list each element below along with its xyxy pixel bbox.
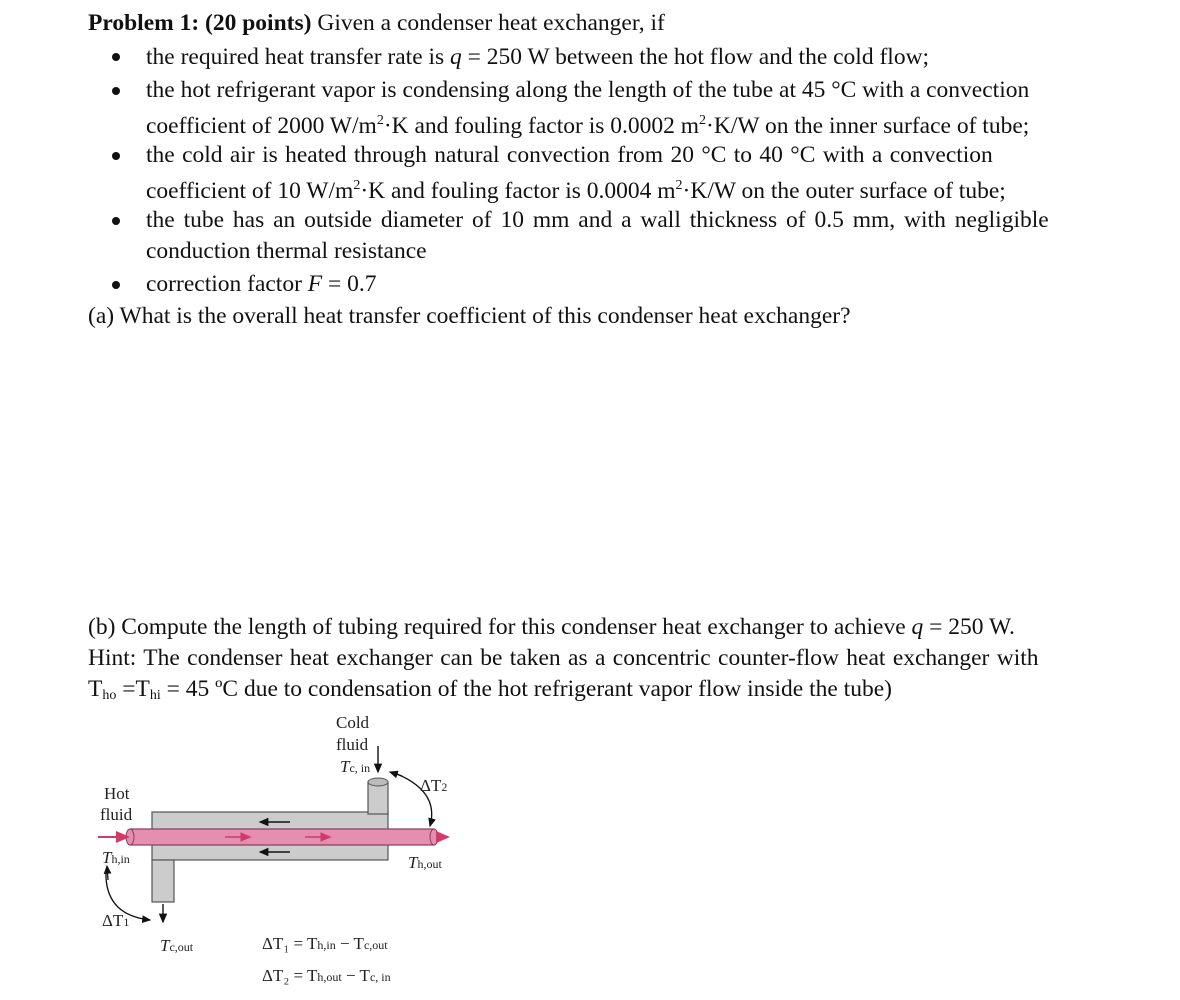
equation-dt2 [262, 966, 391, 986]
inner-tube [130, 829, 434, 845]
hint-line-1: Hint: The condenser heat exchanger can be taken as a concentric counter-flow heat exchanger with [88, 645, 1039, 671]
b3-sup2: 2 [675, 178, 683, 193]
bullet-dot [112, 281, 120, 289]
b2-sup1: 2 [376, 113, 384, 128]
dt1-text: ΔT [102, 911, 124, 930]
eq2-s1: h,out [317, 970, 342, 984]
bullet-dot [112, 87, 120, 95]
eq2-a: ΔT₂ = T [262, 966, 318, 985]
dt2-text: ΔT [420, 776, 442, 795]
b5-var: F [307, 271, 323, 297]
bullet-dot [112, 217, 120, 225]
b3-b: ·K and fouling factor is 0.0004 m [360, 178, 676, 204]
bullet-1-pre: the required heat transfer rate is [146, 44, 451, 70]
cold-fluid-label-2: fluid [336, 735, 369, 754]
problem-title-bold: Problem 1: (20 points) [88, 10, 312, 36]
dt2-sub: 2 [441, 780, 448, 794]
t-h-out-T: T [408, 853, 418, 872]
problem-title [88, 8, 665, 38]
b3-c: ·K/W on the outer surface of tube; [682, 178, 1006, 204]
t-c-in-label [340, 757, 370, 777]
t-c-out-sub: c,out [169, 940, 194, 954]
bullet-dot [112, 152, 120, 160]
t-h-in-T: T [102, 848, 112, 867]
hint-T: T [88, 676, 103, 702]
t-h-in-sub: h,in [111, 852, 130, 866]
hint-ho: ho [102, 688, 117, 703]
dt1-sub: 1 [123, 915, 130, 929]
bullet-3-line-2 [146, 171, 1006, 206]
qb-var: q [911, 614, 924, 640]
b3-a: coefficient of 10 W/m [146, 178, 354, 204]
t-h-out-sub: h,out [417, 857, 442, 871]
b2-sup2: 2 [699, 113, 707, 128]
eq2-m: − T [341, 966, 370, 985]
delta-t1-label [102, 911, 129, 931]
hot-fluid-label-2: fluid [100, 805, 133, 824]
bullet-3-line-1: the cold air is heated through natural convection from 20 °C to 40 °C with a convection [146, 142, 993, 168]
bullet-1 [146, 42, 929, 72]
bullet-2-line-1: the hot refrigerant vapor is condensing along the length of the tube at 45 °C with a convection [146, 77, 1030, 103]
hot-fluid-label-1: Hot [104, 784, 130, 803]
t-c-out-T: T [160, 936, 170, 955]
qb-pre: (b) Compute the length of tubing required for this condenser heat exchanger to achieve [88, 614, 912, 640]
b3-sup1: 2 [353, 178, 361, 193]
b2-a: coefficient of 2000 W/m [146, 113, 377, 139]
eq2-s2: c, in [369, 970, 391, 984]
bullet-1-var: q [450, 44, 462, 70]
question-b [88, 612, 1015, 642]
t-c-in-T: T [340, 757, 350, 776]
delta-t2-label [420, 776, 447, 796]
hint-rest: = 45 ºC due to condensation of the hot refrigerant vapor flow inside the tube) [160, 676, 892, 702]
shell-right-nozzle [368, 782, 388, 814]
t-h-out-label [408, 853, 442, 873]
problem-title-rest: Given a condenser heat exchanger, if [311, 10, 665, 36]
bullet-4-line-1: the tube has an outside diameter of 10 mm and a wall thickness of 0.5 mm, with negligible [146, 207, 1049, 233]
shell-left-nozzle [152, 860, 174, 902]
question-a: (a) What is the overall heat transfer coefficient of this condenser heat exchanger? [88, 303, 851, 329]
t-c-out-label [160, 936, 193, 956]
bullet-1-post: = 250 W between the hot flow and the cold flow; [461, 44, 930, 70]
eq1-s2: c,out [363, 938, 388, 952]
b5-post: = 0.7 [322, 271, 377, 297]
bullet-2-line-2 [146, 106, 1029, 141]
eq1-m: − T [335, 934, 364, 953]
eq1-s1: h,in [317, 938, 336, 952]
hint-line-2 [88, 674, 892, 711]
bullet-dot [112, 53, 120, 61]
eq1-a: ΔT₁ = T [262, 934, 318, 953]
t-h-in-label [102, 848, 130, 868]
hint-eq: =T [116, 676, 150, 702]
t-c-in-sub: c, in [349, 761, 371, 775]
b2-c: ·K/W on the inner surface of tube; [706, 113, 1030, 139]
hint-hi: hi [149, 688, 161, 703]
bullet-4-line-2: conduction thermal resistance [146, 238, 427, 264]
b5-pre: correction factor [146, 271, 308, 297]
cold-fluid-label-1: Cold [336, 713, 370, 732]
equation-dt1 [262, 934, 388, 954]
bullet-5 [146, 269, 377, 299]
b2-b: ·K and fouling factor is 0.0002 m [383, 113, 700, 139]
qb-post: = 250 W. [923, 614, 1015, 640]
